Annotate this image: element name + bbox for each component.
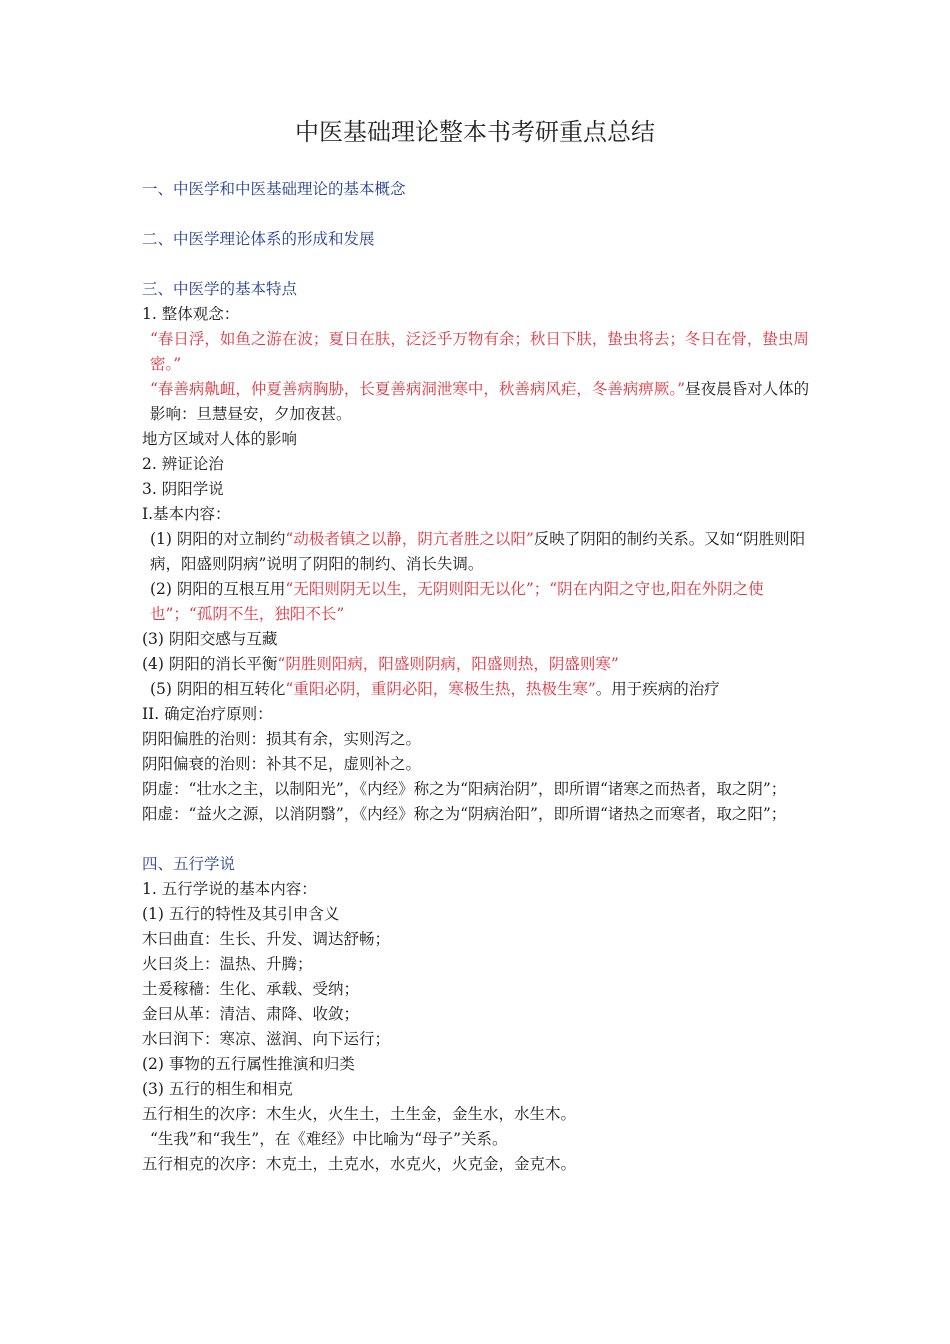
paragraph: 地方区域对人体的影响	[142, 430, 298, 448]
paragraph: 水曰润下：寒凉、滋润、向下运行；	[142, 1030, 391, 1048]
quote-red: “动极者镇之以静，阴亢者胜之以阳”	[285, 530, 534, 548]
paragraph: (3) 五行的相生和相克	[142, 1080, 293, 1098]
paragraph: 阴虚：“壮水之主，以制阳光”，《内经》称之为“阳病治阴”，即所谓“诸寒之而热者，取之阴”；	[142, 780, 787, 798]
paragraph-mixed	[142, 677, 817, 702]
paragraph: 1. 五行学说的基本内容：	[142, 880, 317, 898]
paragraph: 阴阳偏衰的治则：补其不足，虚则补之。	[142, 755, 422, 773]
section-heading-4: 四、五行学说	[142, 855, 236, 873]
paragraph-text: (5) 阴阳的相互转化	[150, 680, 286, 698]
paragraph-text: (4) 阴阳的消长平衡	[142, 655, 278, 673]
paragraph: 1. 整体观念：	[142, 305, 240, 323]
section-heading-3: 三、中医学的基本特点	[142, 280, 298, 298]
paragraph: “生我”和“我生”，在《难经》中比喻为“母子”关系。	[150, 1130, 508, 1148]
paragraph: 火曰炎上：温热、升腾；	[142, 955, 313, 973]
quote-red: “阴胜则阳病，阳盛则阴病，阳盛则热，阴盛则寒”	[277, 655, 619, 673]
paragraph: 阳虚：“益火之源，以消阴翳”，《内经》称之为“阴病治阳”，即所谓“诸热之而寒者，取之阳”；	[142, 805, 787, 823]
quote-red: “春日浮，如鱼之游在波；夏日在肤，泛泛乎万物有余；秋日下肤，蛰虫将去；冬日在骨，蛰虫周密。”	[150, 330, 809, 373]
paragraph: 3. 阴阳学说	[142, 480, 224, 498]
paragraph-text: (2) 阴阳的互根互用	[150, 580, 286, 598]
paragraph: 五行相克的次序：木克土，土克水，水克火，火克金，金克木。	[142, 1155, 577, 1173]
paragraph-mixed	[142, 577, 817, 627]
section-heading-1: 一、中医学和中医基础理论的基本概念	[142, 180, 406, 198]
paragraph: 木曰曲直：生长、升发、调达舒畅；	[142, 930, 391, 948]
paragraph-text: 反映了阴阳的制约关系。又如“阴胜则阳病，阳盛则阴病”说明了阴阳的制约、消长失调。	[150, 530, 806, 573]
paragraph: I.基本内容：	[142, 505, 231, 523]
quote-red: “无阳则阴无以生，无阴则阳无以化”；“阴在内阳之守也,阳在外阴之使也”；“孤阴不生，独阳不长”	[150, 580, 764, 623]
section-heading-2: 二、中医学理论体系的形成和发展	[142, 230, 375, 248]
paragraph: 阴阳偏胜的治则：损其有余，实则泻之。	[142, 730, 422, 748]
paragraph: (2) 事物的五行属性推演和归类	[142, 1055, 355, 1073]
paragraph: (1) 五行的特性及其引申含义	[142, 905, 340, 923]
paragraph: (3) 阴阳交感与互藏	[142, 630, 278, 648]
paragraph-text: 昼夜晨昏对人体的影响：旦慧昼安，夕加夜甚。	[150, 380, 810, 423]
paragraph-mixed	[142, 377, 817, 427]
paragraph-text: 。用于疾病的治疗	[595, 680, 720, 698]
document-body	[142, 177, 817, 1177]
paragraph-text: (1) 阴阳的对立制约	[150, 530, 286, 548]
paragraph: 五行相生的次序：木生火，火生土，土生金，金生水，水生木。	[142, 1105, 577, 1123]
paragraph: 2. 辨证论治	[142, 455, 224, 473]
quote-red: “春善病鼽衄，仲夏善病胸胁，长夏善病洞泄寒中，秋善病风疟，冬善病痹厥。”	[150, 380, 686, 398]
quote-red: “重阳必阴，重阴必阳，寒极生热，热极生寒”	[285, 680, 596, 698]
paragraph: 土爰稼穑：生化、承载、受纳；	[142, 980, 360, 998]
paragraph: II. 确定治疗原则：	[142, 705, 273, 723]
page-title: 中医基础理论整本书考研重点总结	[295, 118, 655, 146]
paragraph-mixed	[142, 527, 817, 577]
paragraph-mixed	[142, 652, 817, 677]
paragraph: 金曰从革：清洁、肃降、收敛；	[142, 1005, 360, 1023]
